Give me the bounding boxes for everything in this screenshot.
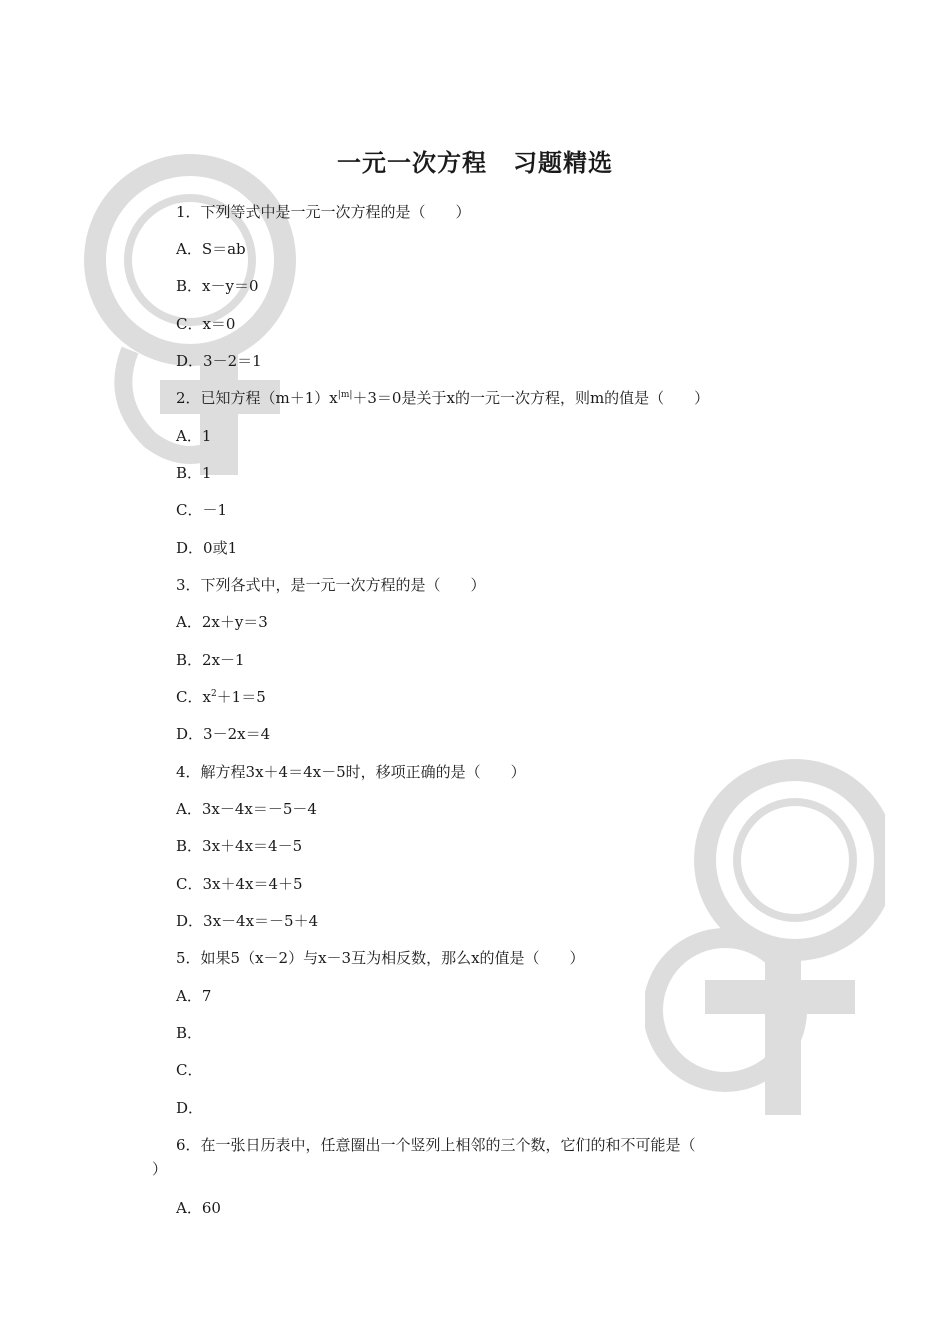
question-1-option-d: D．3－2＝1 [176,352,262,370]
question-5-stem: 5．如果5（x－2）与x－3互为相反数，那么x的值是（ ） [176,949,585,967]
question-4-option-a: A．3x－4x＝－5－4 [176,800,317,818]
question-5-option-a: A．7 [176,987,212,1005]
page-title [0,143,950,178]
question-4-stem: 4．解方程3x＋4＝4x－5时，移项正确的是（ ） [176,763,526,781]
question-6-stem: 6．在一张日历表中，任意圈出一个竖列上相邻的三个数，它们的和不可能是（ [176,1136,696,1154]
question-5-option-b: B． [176,1024,203,1042]
question-6-option-a: A．60 [176,1199,221,1217]
question-5-option-d: D． [176,1099,204,1117]
question-6-stem-continued: ） [152,1160,168,1178]
title-sub: 习题精选 [513,148,613,177]
question-1-option-a: A．S＝ab [176,240,246,258]
question-4-option-b: B．3x＋4x＝4－5 [176,837,303,855]
question-2-option-b: B．1 [176,464,212,482]
question-2-option-c: C．－1 [176,501,228,519]
title-main: 一元一次方程 [337,148,487,177]
question-3-option-c: C．$x^2+1=5$ [176,688,266,706]
question-1-stem: 1．下列等式中是一元一次方程的是（ ） [176,203,471,221]
question-4-option-d: D．3x－4x＝－5＋4 [176,912,319,930]
question-3-option-b: B．2x－1 [176,651,245,669]
question-3-option-d: D．3－2x＝4 [176,725,271,743]
question-2-option-d: D．0或1 [176,539,238,557]
question-5-option-c: C． [176,1061,203,1079]
question-2-stem: 2．已知方程$(m+1)x^{|m|}+3=0$是关于x的一元一次方程，则m的值是（ ） [176,389,710,407]
question-1-option-b: B．x－y＝0 [176,277,259,295]
watermark-magnifier-icon [645,740,885,1120]
question-2-option-a: A．1 [176,427,212,445]
question-3-stem: 3．下列各式中，是一元一次方程的是（ ） [176,576,486,594]
question-1-option-c: C．x＝0 [176,315,236,333]
question-3-option-a: A．2x＋y＝3 [176,613,268,631]
question-4-option-c: C．3x＋4x＝4＋5 [176,875,303,893]
